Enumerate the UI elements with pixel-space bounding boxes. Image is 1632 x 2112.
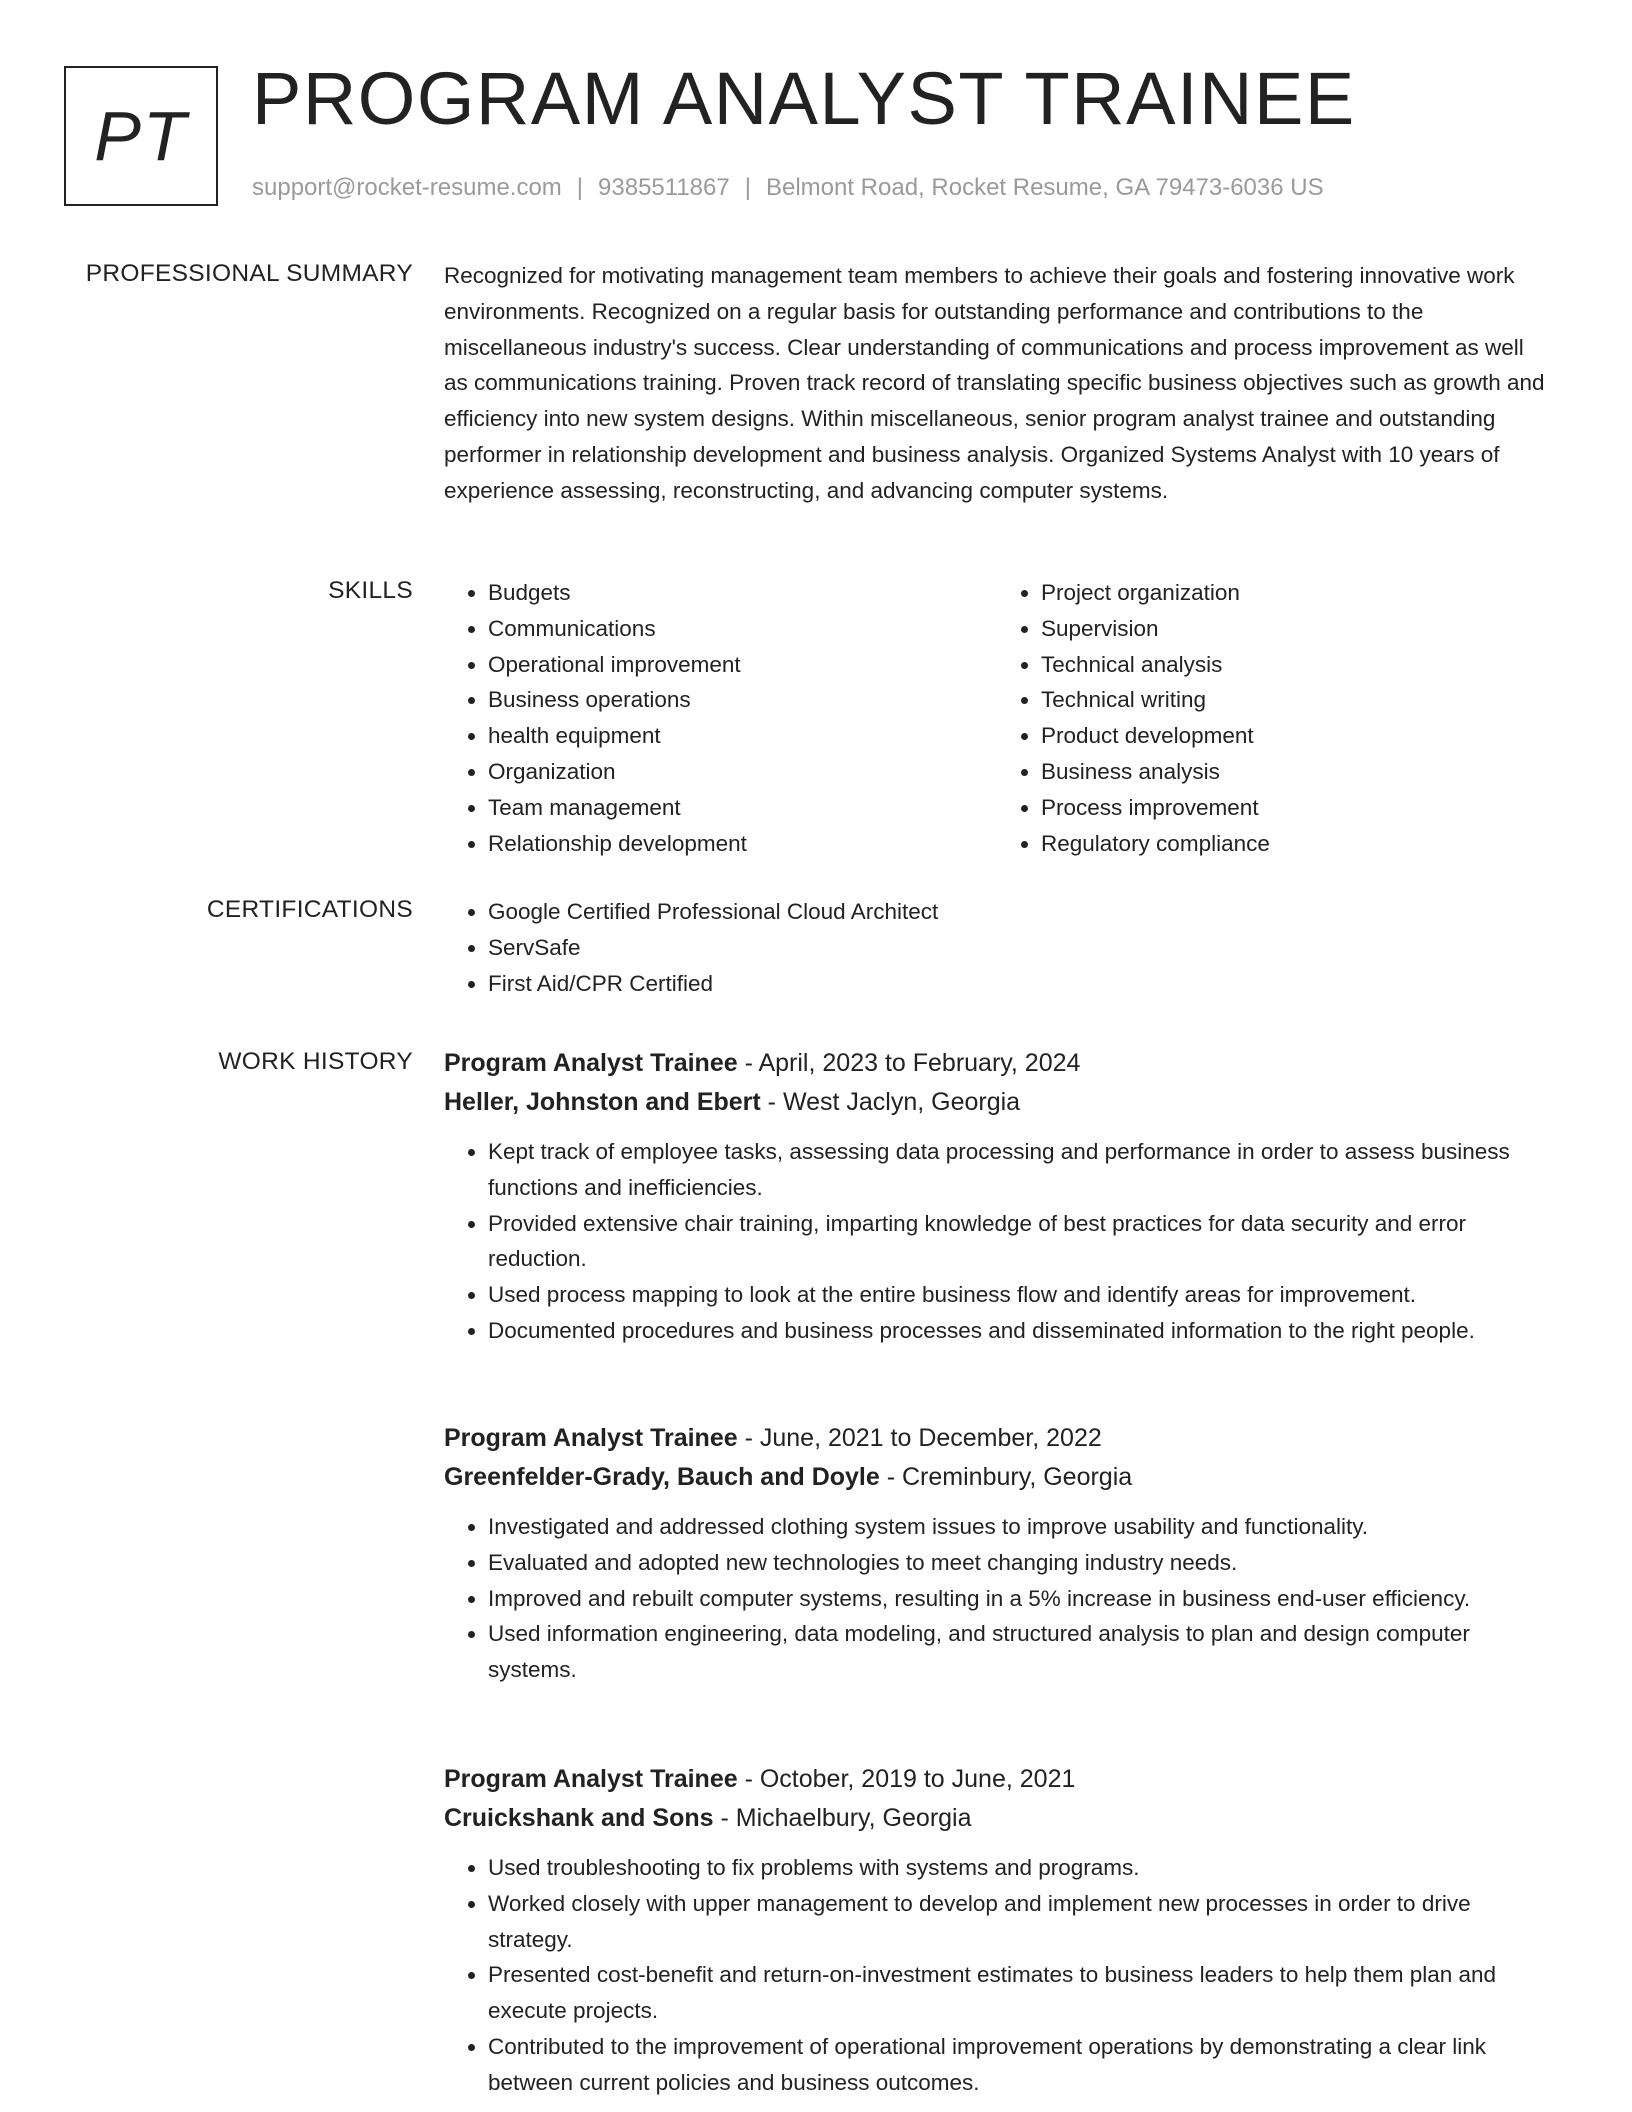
job-bullet: • Used troubleshooting to fix problems with systems and programs. (488, 1850, 1550, 1886)
monogram-text: PT (94, 97, 188, 175)
job-bullets (444, 1134, 1550, 1349)
skill-item: • Project organization (1041, 575, 1550, 611)
job-company: Heller, Johnston and Ebert (444, 1088, 761, 1116)
contact-phone[interactable]: 9385511867 (598, 174, 730, 201)
job-bullets (444, 1509, 1550, 1688)
job-title-line (444, 1760, 1550, 1799)
skill-item: • Relationship development (488, 826, 997, 862)
skill-item: • Technical writing (1041, 682, 1550, 718)
job-role: Program Analyst Trainee (444, 1049, 738, 1077)
job-dates: - April, 2023 to February, 2024 (737, 1049, 1081, 1077)
skill-item: • Business operations (488, 682, 997, 718)
job-role: Program Analyst Trainee (444, 1765, 738, 1793)
contact-email[interactable]: support@rocket-resume.com (252, 174, 562, 201)
summary-heading: PROFESSIONAL SUMMARY (85, 260, 413, 287)
job-bullet: • Used information engineering, data modeling, and structured analysis to plan and design computer systems. (488, 1616, 1550, 1688)
job-bullet: • Worked closely with upper management to develop and implement new processes in order to drive strategy. (488, 1886, 1550, 1958)
skill-item: • Operational improvement (488, 647, 997, 683)
skill-item: • Communications (488, 611, 997, 647)
job-bullet: • Used process mapping to look at the entire business flow and identify areas for improvement. (488, 1277, 1550, 1313)
job-bullet: • Documented procedures and business processes and disseminated information to the right people. (488, 1313, 1550, 1349)
skill-item: • Budgets (488, 575, 997, 611)
job-location: - Michaelbury, Georgia (713, 1804, 972, 1832)
work-history-heading: WORK HISTORY (218, 1048, 413, 1075)
job-dates: - June, 2021 to December, 2022 (737, 1424, 1102, 1452)
job-company-line (444, 1458, 1550, 1497)
job-company: Greenfelder-Grady, Bauch and Doyle (444, 1463, 880, 1491)
job-title-line (444, 1419, 1550, 1458)
certifications-list (444, 894, 1550, 1001)
job-dates: - October, 2019 to June, 2021 (737, 1765, 1076, 1793)
skills-heading: SKILLS (328, 577, 413, 604)
certification-item: • Google Certified Professional Cloud Architect (488, 894, 1550, 930)
job-company: Cruickshank and Sons (444, 1804, 714, 1832)
contact-line (252, 174, 1324, 202)
skill-item: • health equipment (488, 718, 997, 754)
job-bullet: • Investigated and addressed clothing system issues to improve usability and functionality. (488, 1509, 1550, 1545)
job-location: - Creminbury, Georgia (879, 1463, 1133, 1491)
certifications-heading: CERTIFICATIONS (206, 896, 413, 923)
job-title-line (444, 1044, 1550, 1083)
skills-list-left (444, 575, 997, 861)
job-location: - West Jaclyn, Georgia (760, 1088, 1021, 1116)
skill-item: • Supervision (1041, 611, 1550, 647)
monogram-badge (64, 66, 218, 206)
skill-item: • Technical analysis (1041, 647, 1550, 683)
certification-item: • First Aid/CPR Certified (488, 966, 1550, 1002)
job-entry (444, 1419, 1550, 1688)
job-company-line (444, 1083, 1550, 1122)
job-role: Program Analyst Trainee (444, 1424, 738, 1452)
certification-item: • ServSafe (488, 930, 1550, 966)
skill-item: • Business analysis (1041, 754, 1550, 790)
skill-item: • Regulatory compliance (1041, 826, 1550, 862)
contact-address: Belmont Road, Rocket Resume, GA 79473-6036 US (765, 174, 1324, 201)
contact-separator: | (744, 174, 751, 201)
job-bullet: • Provided extensive chair training, imparting knowledge of best practices for data security and error reduction. (488, 1206, 1550, 1278)
skill-item: • Organization (488, 754, 997, 790)
resume-title: PROGRAM ANALYST TRAINEE (252, 57, 1356, 140)
job-bullet: • Evaluated and adopted new technologies to meet changing industry needs. (488, 1545, 1550, 1581)
skill-item: • Team management (488, 790, 997, 826)
job-entry (444, 1044, 1550, 1349)
summary-text: Recognized for motivating management team members to achieve their goals and fostering innovative work environments. Recognized on a regular basis for outstanding performance and contributions to the miscellaneous industry's success. Clear understanding of communications and process improvement as well as communications training. Proven track record of translating specific business objectives such as growth and efficiency into new system designs. Within miscellaneous, senior program analyst trainee and outstanding performer in relationship development and business analysis. Organized Systems Analyst with 10 years of experience assessing, reconstructing, and advancing computer systems. (444, 263, 1545, 503)
job-bullets (444, 1850, 1550, 2101)
job-bullet: • Improved and rebuilt computer systems, resulting in a 5% increase in business end-user efficiency. (488, 1581, 1550, 1617)
job-company-line (444, 1799, 1550, 1838)
contact-separator: | (576, 174, 584, 201)
job-bullet: • Kept track of employee tasks, assessing data processing and performance in order to assess business functions and inefficiencies. (488, 1134, 1550, 1206)
job-bullet: • Contributed to the improvement of operational improvement operations by demonstrating a clear link between current policies and business outcomes. (488, 2029, 1550, 2101)
job-entry (444, 1760, 1550, 2101)
skill-item: • Process improvement (1041, 790, 1550, 826)
job-bullet: • Presented cost-benefit and return-on-investment estimates to business leaders to help them plan and execute projects. (488, 1957, 1550, 2029)
skill-item: • Product development (1041, 718, 1550, 754)
skills-list-right (997, 575, 1550, 861)
